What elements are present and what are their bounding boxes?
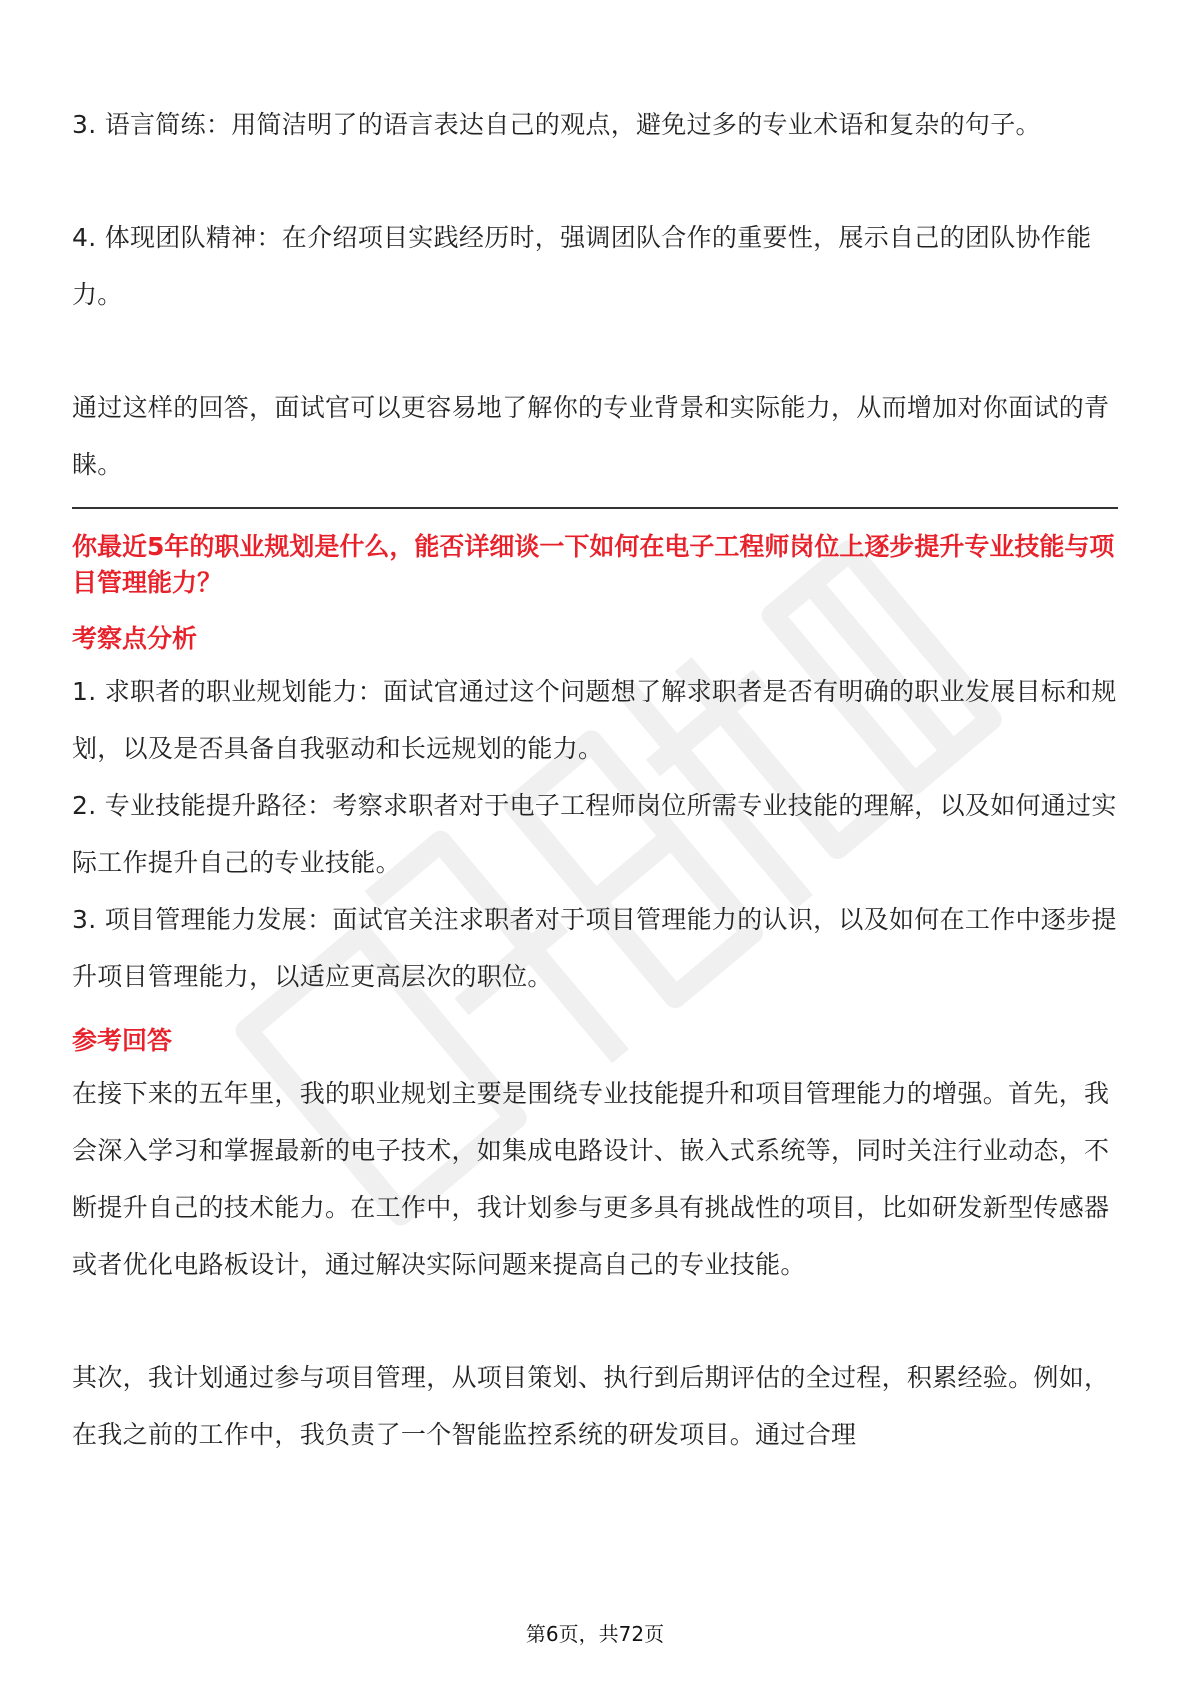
page-content <box>72 96 1118 1463</box>
section-divider <box>72 507 1118 509</box>
analysis-item: 1. 求职者的职业规划能力：面试官通过这个问题想了解求职者是否有明确的职业发展目标和规划，以及是否具备自我驱动和长远规划的能力。 <box>72 677 1117 763</box>
answer-heading: 参考回答 <box>72 1026 173 1055</box>
analysis-heading: 考察点分析 <box>72 624 198 653</box>
answer-paragraph: 在接下来的五年里，我的职业规划主要是围绕专业技能提升和项目管理能力的增强。首先，我会深入学习和掌握最新的电子技术，如集成电路设计、嵌入式系统等，同时关注行业动态，不断提升自己的技术能力。在工作中，我计划参与更多具有挑战性的项目，比如研发新型传感器或者优化电路板设计，通过解决实际问题来提高自己的专业技能。 <box>72 1079 1110 1279</box>
intro-summary: 通过这样的回答，面试官可以更容易地了解你的专业背景和实际能力，从而增加对你面试的青睐。 <box>72 393 1110 479</box>
intro-item-language: 3. 语言简练：用简洁明了的语言表达自己的观点，避免过多的专业术语和复杂的句子。 <box>72 110 1041 139</box>
analysis-item: 2. 专业技能提升路径：考察求职者对于电子工程师岗位所需专业技能的理解，以及如何通过实际工作提升自己的专业技能。 <box>72 791 1117 877</box>
intro-item-teamwork: 4. 体现团队精神：在介绍项目实践经历时，强调团队合作的重要性，展示自己的团队协作能力。 <box>72 223 1092 309</box>
question-title: 你最近5年的职业规划是什么，能否详细谈一下如何在电子工程师岗位上逐步提升专业技能与项目管理能力？ <box>72 532 1115 597</box>
analysis-item: 3. 项目管理能力发展：面试官关注求职者对于项目管理能力的认识，以及如何在工作中逐步提升项目管理能力，以适应更高层次的职位。 <box>72 905 1117 991</box>
answer-paragraph: 其次，我计划通过参与项目管理，从项目策划、执行到后期评估的全过程，积累经验。例如，在我之前的工作中，我负责了一个智能监控系统的研发项目。通过合理 <box>72 1363 1110 1449</box>
page-number-footer: 第6页，共72页 <box>525 1622 665 1646</box>
